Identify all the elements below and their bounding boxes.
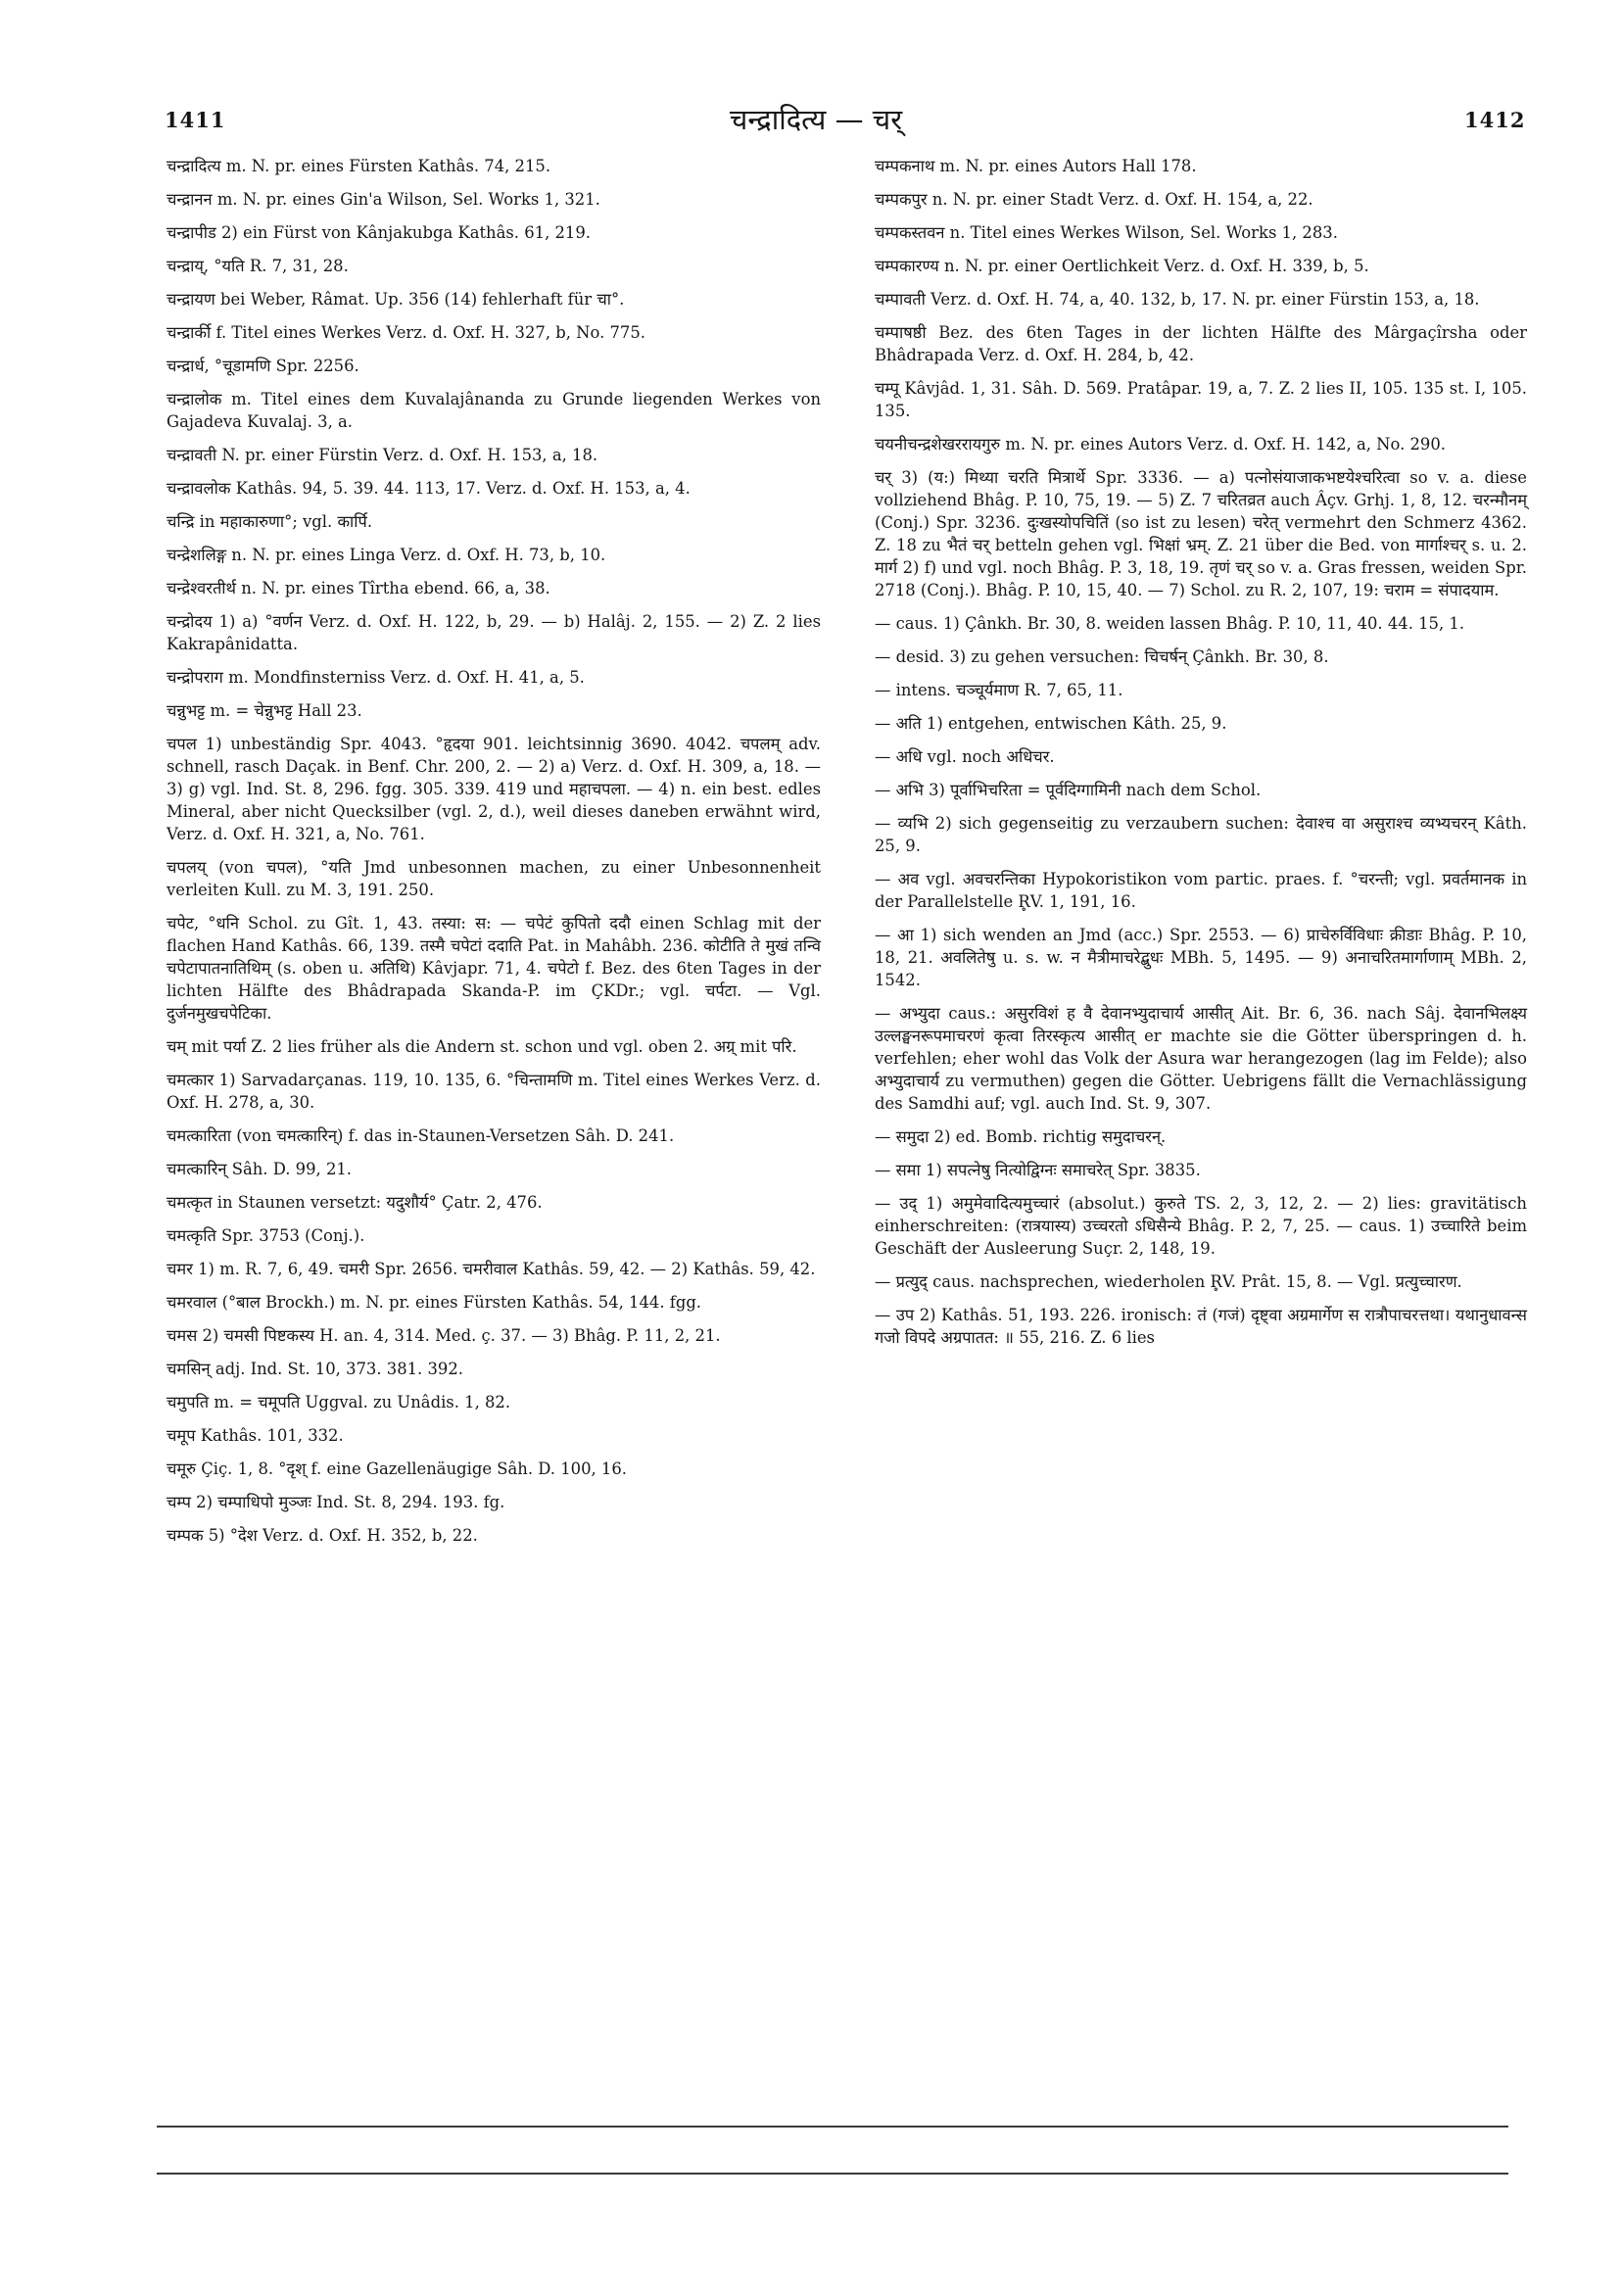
- dictionary-entry: चन्द्रि in महाकारुणा°; vgl. कार्पि.: [167, 512, 373, 531]
- dictionary-entry: — उद् 1) अमुमेवादित्यमुच्चारं (absolut.) कुरुते TS. 2, 3, 12, 2. — 2) lies: gravitätisch einherschreiten: (रात्रयास्य) उच्चरतो ऽधिसैन्ये Bhâg. P. 2, 7, 25. — caus. 1) उच्चारिते beim Geschäft der Ausleerung Suçr. 2, 148, 19.: [875, 1194, 1527, 1258]
- dictionary-entry: — उप 2) Kathâs. 51, 193. 226. ironisch: तं (गजं) दृष्ट्वा अग्रमार्गेण स रात्रौपाचरत्तथा। यथानुधावन्स गजो विपदे अग्रपातत: ॥ 55, 216. Z. 6 lies: [875, 1306, 1527, 1347]
- dictionary-entry: चन्द्रादित्य m. N. pr. eines Fürsten Kathâs. 74, 215.: [167, 157, 551, 175]
- page-number-right: 1412: [1464, 108, 1526, 132]
- dictionary-entry: — समुदा 2) ed. Bomb. richtig समुदाचरन्.: [875, 1127, 1167, 1146]
- dictionary-entry: चन्द्रेश्वरतीर्थ n. N. pr. eines Tîrtha ebend. 66, a, 38.: [167, 579, 550, 598]
- dictionary-entry: चपल 1) unbeständig Spr. 4043. °हृदया 901. leichtsinnig 3690. 4042. चपलम् adv. schnell, rasch Daçak. in Benf. Chr. 200, 2. — 2) a) Verz. d. Oxf. H. 309, a, 18. — 3) g) vgl. Ind. St. 8, 296. fgg. 305. 339. 419 und महाचपला. — 4) n. ein best. edles Mineral, aber nicht Quecksilber (vgl. 2, d.), weil dieses daneben erwähnt wird, Verz. d. Oxf. H. 321, a, No. 761.: [167, 735, 821, 843]
- dictionary-entry: चम्प 2) चम्पाधिपो मुञ्जः Ind. St. 8, 294. 193. fg.: [167, 1493, 505, 1511]
- dictionary-entry: चमसिन् adj. Ind. St. 10, 373. 381. 392.: [167, 1360, 463, 1378]
- dictionary-entry: चयनीचन्द्रशेखररायगुरु m. N. pr. eines Autors Verz. d. Oxf. H. 142, a, No. 290.: [875, 435, 1446, 454]
- dictionary-entry: चमत्कार 1) Sarvadarçanas. 119, 10. 135, 6. °चिन्तामणि m. Titel eines Werkes Verz. d. Oxf. H. 278, a, 30.: [167, 1071, 821, 1112]
- dictionary-entry: — आ 1) sich wenden an Jmd (acc.) Spr. 2553. — 6) प्राचेरुर्विविधाः क्रीडाः Bhâg. P. 10, 18, 21. अवलितेषु u. s. w. न मैत्रीमाचरेद्बुधः MBh. 5, 1495. — 9) अनाचरितमार्गाणाम् MBh. 2, 1542.: [875, 926, 1527, 989]
- dictionary-entry: चमरवाल (°बाल Brockh.) m. N. pr. eines Fürsten Kathâs. 54, 144. fgg.: [167, 1293, 702, 1312]
- dictionary-entry: चन्नुभट्ट m. = चेन्नुभट्ट Hall 23.: [167, 701, 362, 720]
- dictionary-entry: चमत्कृत in Staunen versetzt: यदुशौर्य° Çatr. 2, 476.: [167, 1193, 543, 1212]
- dictionary-entry: चम्पू Kâvjâd. 1, 31. Sâh. D. 569. Pratâpar. 19, a, 7. Z. 2 lies II, 105. 135 st. I, 105. 135.: [875, 379, 1527, 420]
- dictionary-entry: चमूप Kathâs. 101, 332.: [167, 1426, 344, 1445]
- dictionary-entry: चपलय् (von चपल), °यति Jmd unbesonnen machen, zu einer Unbesonnenheit verleiten Kull. zu M. 3, 191. 250.: [167, 858, 821, 899]
- dictionary-entry: चम्पकनाथ m. N. pr. eines Autors Hall 178.: [875, 157, 1197, 175]
- bottom-rule-lower: [157, 2173, 1508, 2175]
- page-number-left: 1411: [165, 108, 226, 132]
- dictionary-entry: चमुपति m. = चमूपति Uggval. zu Unâdis. 1, 82.: [167, 1393, 511, 1411]
- dictionary-entry: चन्द्राय्, °यति R. 7, 31, 28.: [167, 257, 349, 275]
- dictionary-entry: — अभि 3) पूर्वाभिचरिता = पूर्वदिग्गामिनी nach dem Schol.: [875, 781, 1262, 799]
- dictionary-entry: चम्पक 5) °देश Verz. d. Oxf. H. 352, b, 22.: [167, 1526, 478, 1545]
- dictionary-entry: — intens. चञ्चूर्यमाण R. 7, 65, 11.: [875, 681, 1123, 699]
- dictionary-entry: चन्द्रावलोक Kathâs. 94, 5. 39. 44. 113, 17. Verz. d. Oxf. H. 153, a, 4.: [167, 479, 691, 498]
- right-column: [875, 155, 1527, 1360]
- dictionary-entry: — समा 1) सपत्नेषु नित्योद्विग्नः समाचरेत् Spr. 3835.: [875, 1161, 1201, 1179]
- dictionary-entry: — desid. 3) zu gehen versuchen: चिचर्षन् Çânkh. Br. 30, 8.: [875, 647, 1329, 666]
- dictionary-entry: चमस 2) चमसी पिष्टकस्य H. an. 4, 314. Med. ç. 37. — 3) Bhâg. P. 11, 2, 21.: [167, 1326, 721, 1345]
- dictionary-entry: — caus. 1) Çânkh. Br. 30, 8. weiden lassen Bhâg. P. 10, 11, 40. 44. 15, 1.: [875, 614, 1465, 633]
- dictionary-entry: चन्द्रार्ध, °चूडामणि Spr. 2256.: [167, 357, 359, 375]
- dictionary-entry: चम् mit पर्या Z. 2 lies früher als die Andern st. schon und vgl. oben 2. अग्र् mit परि.: [167, 1037, 797, 1056]
- dictionary-entry: चर् 3) (य:) मिथ्या चरति मित्रार्थे Spr. 3336. — a) पत्नोसंयाजाकभष्टयेश्चरित्वा so v. a. diese vollziehend Bhâg. P. 10, 75, 19. — 5) Z. 7 चरितव्रत auch Âçv. Grhj. 1, 8, 12. चरन्मौनम् (Conj.) Spr. 3236. दुःखस्योपचितिं (so ist zu lesen) चरेत् vermehrt den Schmerz 4362. Z. 18 zu भैतं चर् betteln gehen vgl. भिक्षां भ्रम्. Z. 21 über die Bed. von मार्गाश्चर् s. u. 2. मार्ग 2) f) und vgl. noch Bhâg. P. 3, 18, 19. तृणं चर् so v. a. Gras fressen, weiden Spr. 2718 (Conj.). Bhâg. P. 10, 15, 40. — 7) Schol. zu R. 2, 107, 19: चराम = संपादयाम.: [875, 468, 1527, 599]
- dictionary-entry: चमत्कारिता (von चमत्कारिन्) f. das in-Staunen-Versetzen Sâh. D. 241.: [167, 1126, 675, 1145]
- dictionary-entry: — अव vgl. अवचरन्तिका Hypokoristikon vom partic. praes. f. °चरन्ती; vgl. प्रवर्तमानक in der Parallelstelle R̥V. 1, 191, 16.: [875, 870, 1527, 911]
- dictionary-entry: चन्द्रावती N. pr. einer Fürstin Verz. d. Oxf. H. 153, a, 18.: [167, 446, 598, 464]
- dictionary-entry: — अभ्युदा caus.: असुरविशं ह वै देवानभ्युदाचार्य आसीत् Ait. Br. 6, 36. nach Sâj. देवानभिलक्ष्य उल्लङ्घनरूपमाचरणं कृत्वा तिरस्कृत्य आसीत् er machte sie die Götter überspringen d. h. verfehlen; eher wohl das Volk der Asura war herangezogen (lag im Felde); also अभ्युदाचार्य zu vermuthen) gegen die Götter. Uebrigens fällt die Vernachlässigung des Samdhi auf; vgl. auch Ind. St. 9, 307.: [875, 1004, 1527, 1113]
- dictionary-entry: चन्द्रेशलिङ्ग n. N. pr. eines Linga Verz. d. Oxf. H. 73, b, 10.: [167, 546, 606, 564]
- left-column: [167, 155, 821, 1557]
- running-head: चन्द्रादित्य — चर्: [729, 103, 903, 136]
- dictionary-entry: चन्द्रोदय 1) a) °वर्णन Verz. d. Oxf. H. 122, b, 29. — b) Halâj. 2, 155. — 2) Z. 2 lies Kakrapânidatta.: [167, 612, 821, 653]
- dictionary-entry: चम्पकस्तवन n. Titel eines Werkes Wilson, Sel. Works 1, 283.: [875, 223, 1338, 242]
- dictionary-entry: चम्पकपुर n. N. pr. einer Stadt Verz. d. Oxf. H. 154, a, 22.: [875, 190, 1313, 209]
- dictionary-entry: चन्द्रोपराग m. Mondfinsterniss Verz. d. Oxf. H. 41, a, 5.: [167, 668, 585, 687]
- dictionary-entry: चपेट, °धनि Schol. zu Gît. 1, 43. तस्या: स: — चपेटं कुपितो ददौ einen Schlag mit der flachen Hand Kathâs. 66, 139. तस्मै चपेटां ददाति Pat. in Mahâbh. 236. कोटीति ते मुखं तन्वि चपेटापातनातिथिम् (s. oben u. अतिथि) Kâvjapr. 71, 4. चपेटो f. Bez. des 6ten Tages in der lichten Hälfte des Bhâdrapada Skanda-P. im ÇKDr.; vgl. चर्पटा. — Vgl. दुर्जनमुखचपेटिका.: [167, 914, 821, 1023]
- dictionary-entry: चन्द्रायण bei Weber, Râmat. Up. 356 (14) fehlerhaft für चा°.: [167, 290, 625, 309]
- bottom-rule: [157, 2126, 1508, 2128]
- dictionary-entry: — अति 1) entgehen, entwischen Kâth. 25, 9.: [875, 714, 1227, 733]
- dictionary-entry: चन्द्रार्की f. Titel eines Werkes Verz. d. Oxf. H. 327, b, No. 775.: [167, 323, 645, 342]
- dictionary-entry: चमूरु Çiç. 1, 8. °दृश् f. eine Gazellenäugige Sâh. D. 100, 16.: [167, 1459, 627, 1478]
- dictionary-entry: चन्द्रानन m. N. pr. eines Gin'a Wilson, Sel. Works 1, 321.: [167, 190, 600, 209]
- dictionary-entry: चम्पावती Verz. d. Oxf. H. 74, a, 40. 132, b, 17. N. pr. einer Fürstin 153, a, 18.: [875, 290, 1480, 309]
- dictionary-entry: चमत्कारिन् Sâh. D. 99, 21.: [167, 1160, 353, 1178]
- dictionary-entry: चम्पकारण्य n. N. pr. einer Oertlichkeit Verz. d. Oxf. H. 339, b, 5.: [875, 257, 1369, 275]
- dictionary-entry: — व्यभि 2) sich gegenseitig zu verzaubern suchen: देवाश्च वा असुराश्च व्यभ्यचरन् Kâth. 25, 9.: [875, 814, 1527, 855]
- dictionary-entry: चन्द्रालोक m. Titel eines dem Kuvalajânanda zu Grunde liegenden Werkes von Gajadeva Kuvalaj. 3, a.: [167, 390, 821, 431]
- page-header: [0, 0, 1622, 147]
- dictionary-entry: — प्रत्युद् caus. nachsprechen, wiederholen R̥V. Prât. 15, 8. — Vgl. प्रत्युच्चारण.: [875, 1272, 1462, 1291]
- dictionary-entry: चम्पाषष्ठी Bez. des 6ten Tages in der lichten Hälfte des Mârgaçîrsha oder Bhâdrapada Verz. d. Oxf. H. 284, b, 42.: [875, 323, 1527, 364]
- dictionary-entry: चमत्कृति Spr. 3753 (Conj.).: [167, 1226, 365, 1245]
- dictionary-entry: — अधि vgl. noch अधिचर.: [875, 747, 1055, 766]
- dictionary-entry: चमर 1) m. R. 7, 6, 49. चमरी Spr. 2656. चमरीवाल Kathâs. 59, 42. — 2) Kathâs. 59, 42.: [167, 1260, 816, 1278]
- dictionary-entry: चन्द्रापीड 2) ein Fürst von Kânjakubga Kathâs. 61, 219.: [167, 223, 591, 242]
